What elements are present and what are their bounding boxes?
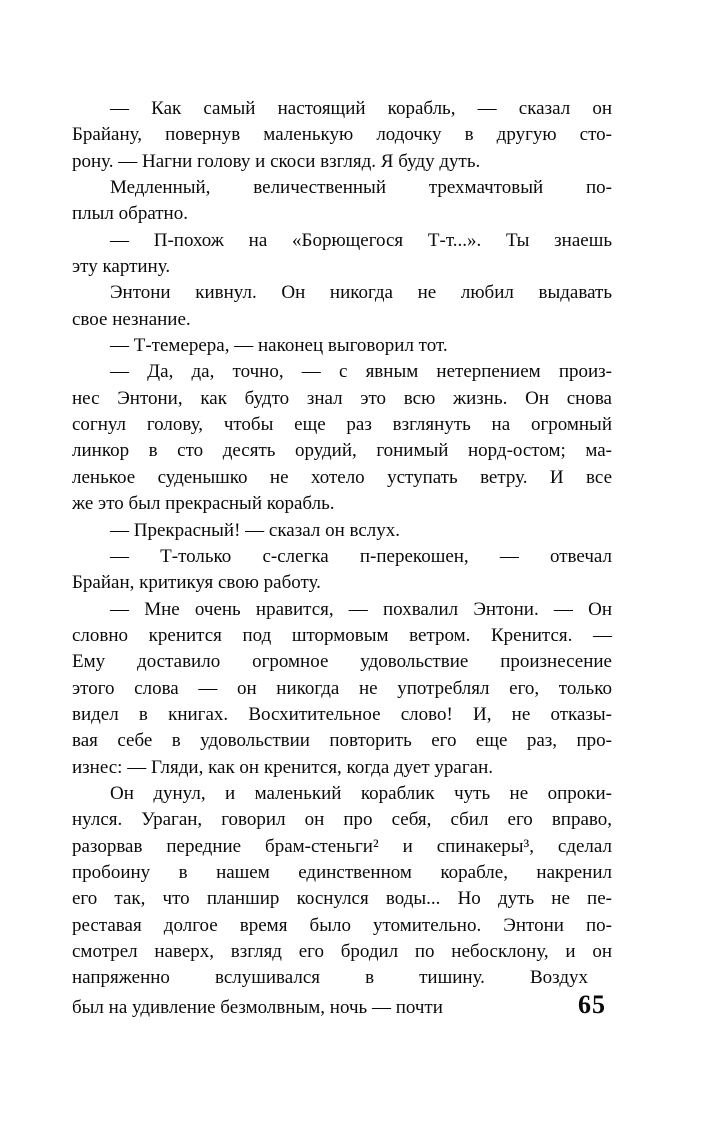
text-line: рону. — Нагни голову и скоси взгляд. Я буду дуть. — [72, 150, 481, 172]
text-line: — Как самый настоящий корабль, — сказал он — [110, 98, 612, 119]
text-line: изнес: — Гляди, как он кренится, когда дует ураган. — [72, 756, 493, 778]
text-line — [72, 989, 612, 1019]
text-line: ленькое суденышко не хотело уступать ветру. И все — [72, 466, 612, 488]
text-line: — Т-только с-слегка п-перекошен, — отвечал — [110, 545, 612, 567]
text-line: вая себе в удовольствии повторить его еще раз, про- — [72, 730, 612, 752]
text-line: напряженно вслушивался в тишину. Воздух — [72, 967, 588, 989]
text-line: Ему доставило огромное удовольствие произнесение — [72, 651, 612, 673]
text-line: Медленный, величественный трехмачтовый по- — [110, 177, 612, 199]
text-line: же это был прекрасный корабль. — [72, 493, 335, 515]
text-line: свое незнание. — [72, 308, 191, 330]
text-line-content: был на удивление безмолвным, ночь — почти — [72, 996, 443, 1018]
text-line: смотрел наверх, взгляд его бродил по небосклону, и он — [72, 941, 612, 962]
text-line: словно кренится под штормовым ветром. Кренится. — — [72, 624, 612, 646]
text-line: — Т-темерера, — наконец выговорил тот. — [110, 335, 448, 357]
page-number: 65 — [578, 989, 606, 1019]
text-line: плыл обратно. — [72, 203, 188, 225]
text-line: Брайану, повернув маленькую лодочку в другую сто- — [72, 124, 612, 146]
text-line: видел в книгах. Восхитительное слово! И, не отказы- — [72, 703, 612, 725]
text-line: реставая долгое время было утомительно. Энтони по- — [72, 914, 612, 936]
text-line: нес Энтони, как будто знал это всю жизнь. Он снова — [72, 387, 612, 409]
text-line: — Да, да, точно, — с явным нетерпением произ- — [110, 361, 612, 383]
text-line: нулся. Ураган, говорил он про себя, сбил его вправо, — [72, 809, 612, 831]
text-line: Брайан, критикуя свою работу. — [72, 572, 321, 594]
text-line: разорвав передние брам-стеньги² и спинакеры³, сделал — [72, 835, 612, 857]
text-line: — П-похож на «Борющегося Т-т...». Ты знаешь — [110, 229, 612, 251]
text-line: его так, что планшир коснулся воды... Но дуть не пе- — [72, 888, 612, 910]
text-line: Он дунул, и маленький кораблик чуть не опроки- — [110, 782, 612, 804]
text-line: линкор в сто десять орудий, гонимый норд-остом; ма- — [72, 440, 612, 462]
text-line: Энтони кивнул. Он никогда не любил выдавать — [110, 282, 612, 304]
text-line: — Мне очень нравится, — похвалил Энтони. — Он — [110, 598, 612, 620]
text-line: эту картину. — [72, 256, 171, 278]
text-line: согнул голову, чтобы еще раз взглянуть на огромный — [72, 414, 612, 436]
text-line: пробоину в нашем единственном корабле, накренил — [72, 861, 612, 883]
text-line: — Прекрасный! — сказал он вслух. — [110, 519, 401, 541]
text-block — [72, 96, 612, 1018]
text-line: этого слова — он никогда не употреблял его, только — [72, 677, 612, 699]
